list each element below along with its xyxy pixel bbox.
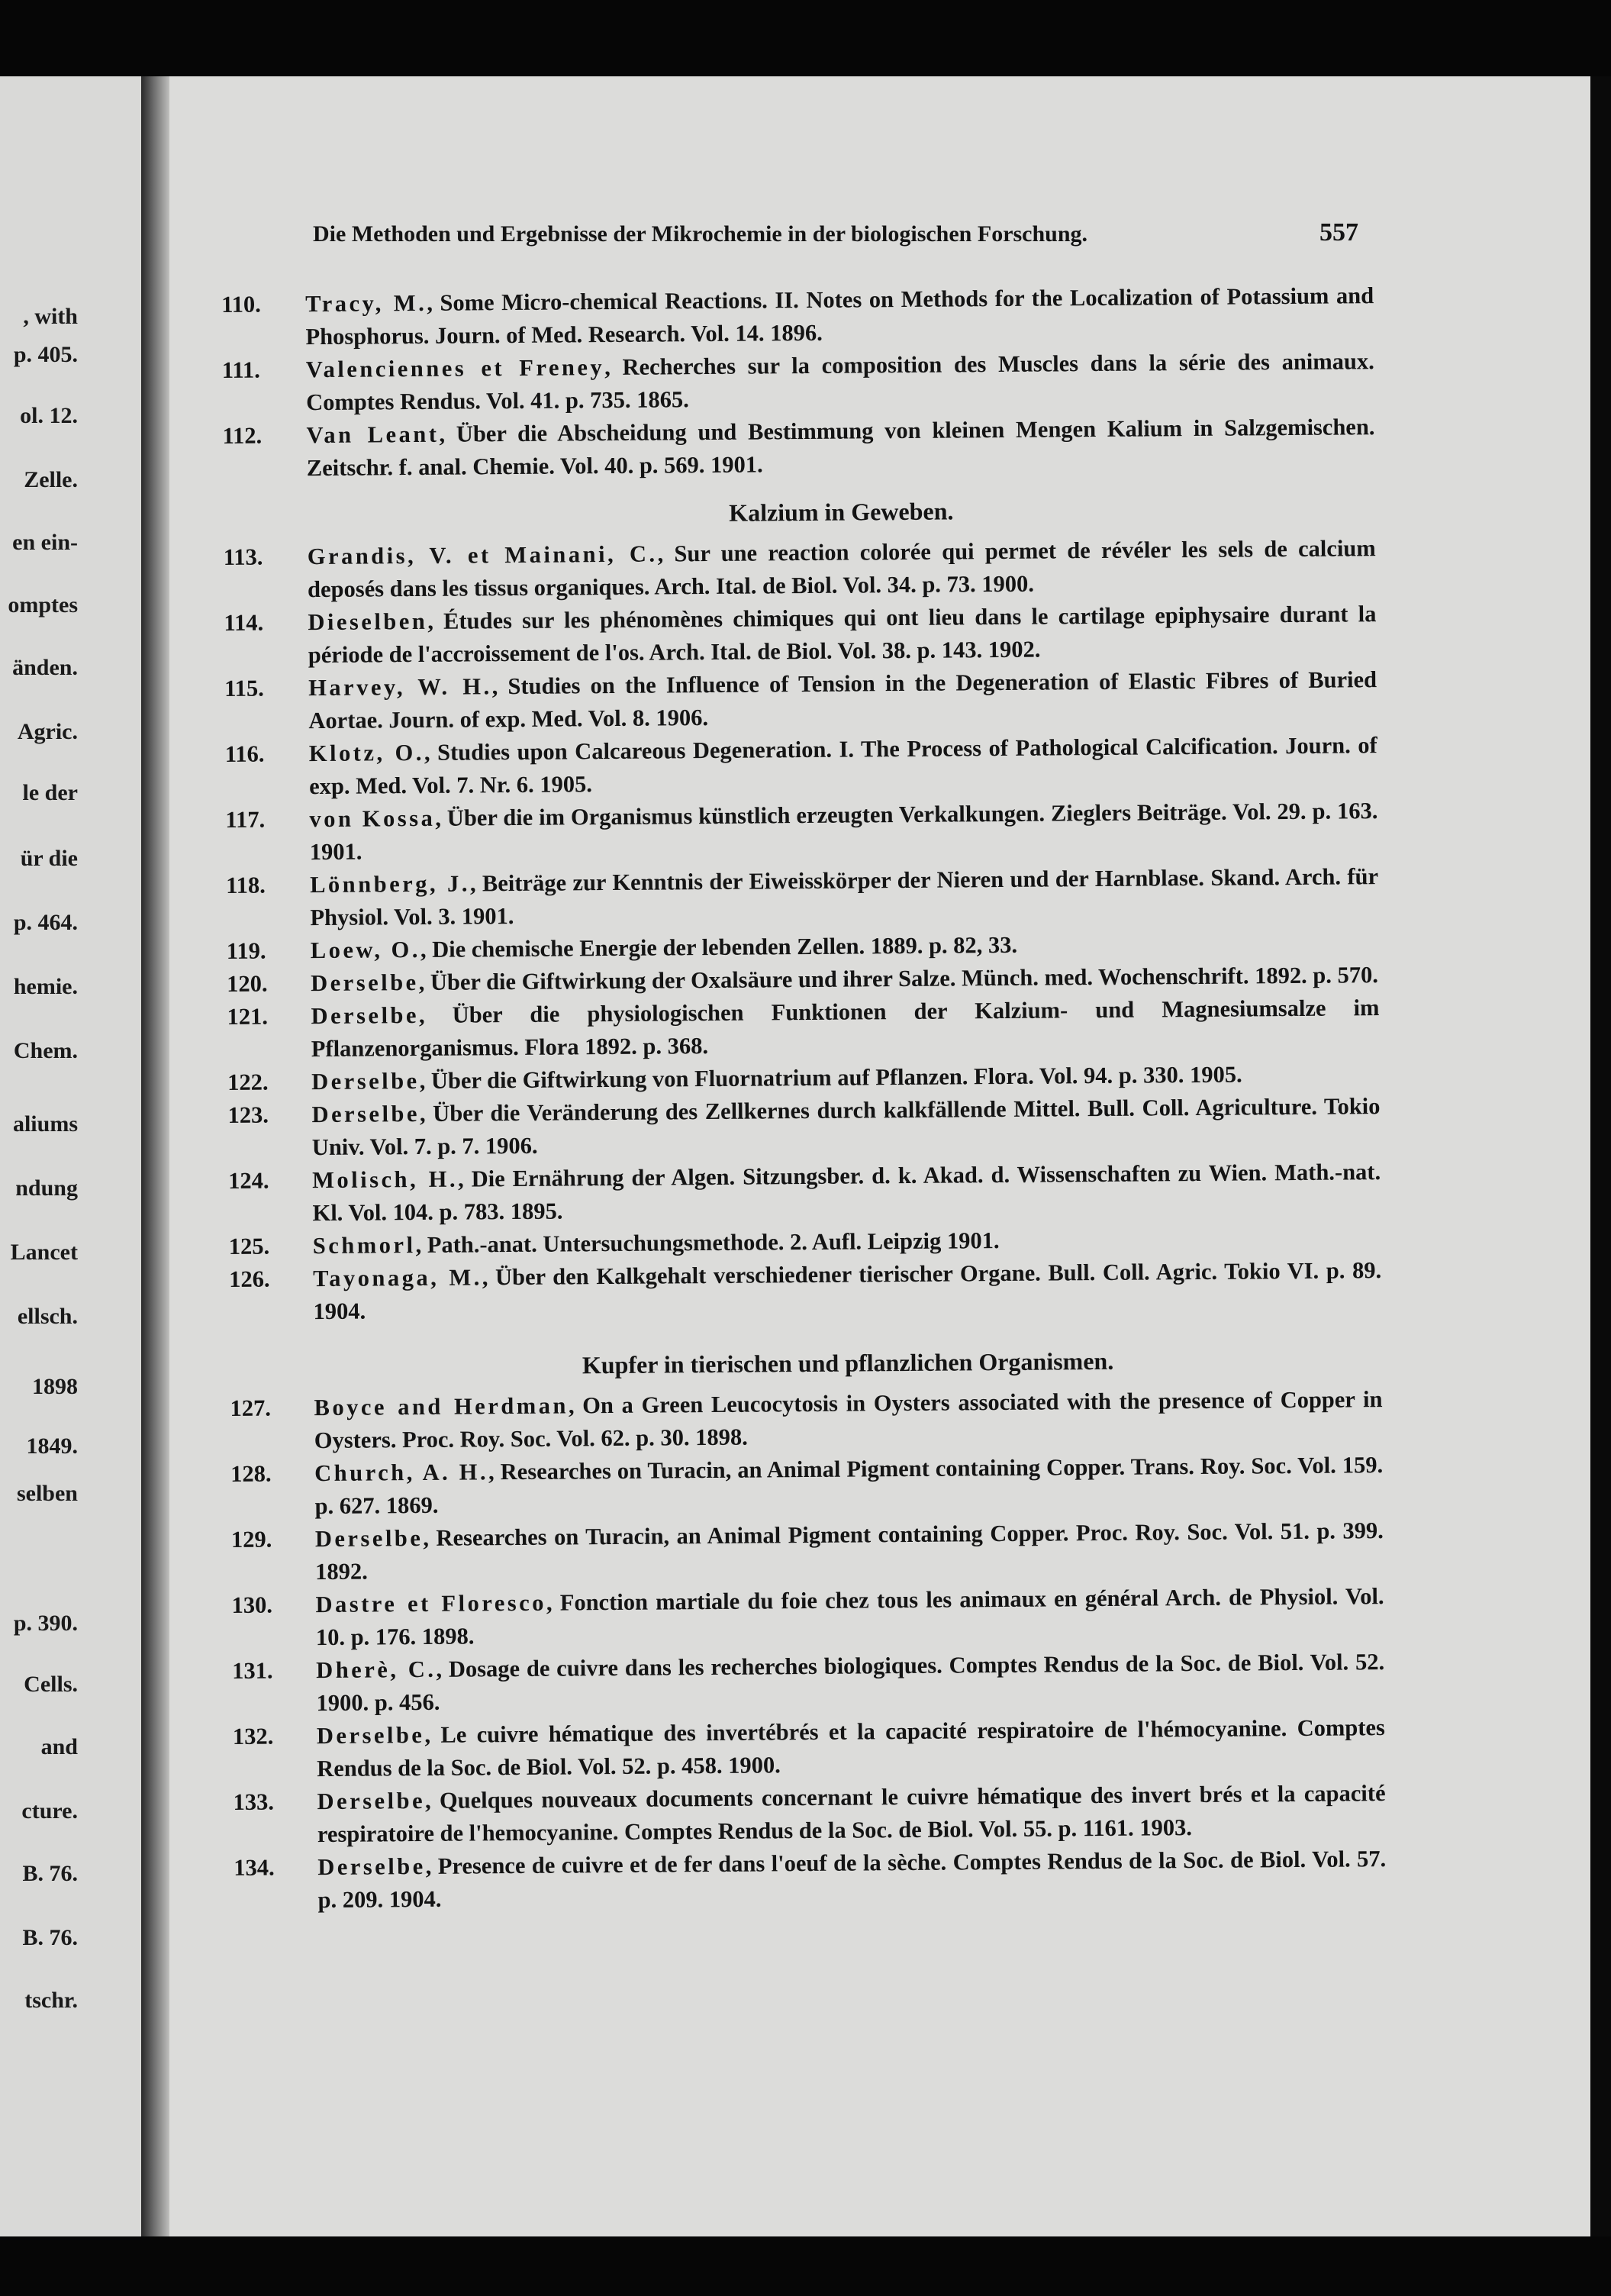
left-page-fragment: selben: [16, 1481, 78, 1506]
scan-background-right: [1590, 76, 1611, 2236]
reference-number: 114.: [224, 609, 264, 636]
reference-number: 118.: [226, 872, 266, 898]
left-page-fragment: Agric.: [17, 719, 78, 744]
reference-entry: [222, 411, 1375, 485]
reference-text: [317, 1843, 1387, 1917]
reference-text: [316, 1646, 1385, 1720]
reference-text: [310, 860, 1379, 934]
left-page-fragment: omptes: [8, 592, 78, 618]
reference-entry: [234, 1843, 1387, 1917]
reference-number: 132.: [232, 1723, 274, 1749]
reference-number: 121.: [227, 1003, 268, 1030]
reference-citation: , Études sur les phénomènes chimiques qui ont lieu dans le cartilage epiphysaire durant la période de l'accroissement de l'os. Arch. Ital. de Biol. Vol. 38. p. 143. 1902.: [308, 601, 1377, 669]
reference-author: Boyce and Herdman: [314, 1392, 569, 1421]
reference-text: [311, 1090, 1381, 1164]
reference-number: 111.: [221, 356, 260, 383]
left-page-fragment: cture.: [21, 1798, 78, 1824]
reference-text: [312, 1156, 1381, 1230]
reference-citation: , Über die Giftwirkung von Fluornatrium auf Pflanzen. Flora. Vol. 94. p. 330. 1905.: [419, 1061, 1242, 1094]
left-page-fragment: p. 390.: [13, 1611, 78, 1636]
reference-author: Derselbe: [314, 1524, 424, 1553]
reference-entry: [233, 1711, 1386, 1786]
reference-number: 119.: [226, 937, 266, 964]
reference-text: [313, 1254, 1382, 1328]
reference-citation: , Beiträge zur Kenntnis der Eiweisskörper der Nieren und der Harnblase. Skand. Arch. für Physiol. Vol. 3. 1901.: [310, 863, 1379, 931]
reference-number: 130.: [231, 1591, 273, 1618]
running-title: Die Methoden und Ergebnisse der Mikrochemie in der biologischen Forschung.: [313, 221, 1088, 247]
reference-author: Church, A. H.: [314, 1459, 489, 1487]
reference-entry: [233, 1777, 1386, 1852]
reference-entry: [227, 1090, 1381, 1165]
reference-author: von Kossa: [309, 805, 436, 833]
reference-number: 124.: [228, 1167, 269, 1194]
left-page-fragment: le der: [22, 780, 78, 805]
reference-list: [224, 532, 1382, 1329]
left-facing-page: [0, 76, 145, 2236]
reference-entry: [224, 532, 1377, 607]
reference-author: Dastre et Floresco: [315, 1589, 547, 1618]
reference-citation: , Über den Kalkgehalt verschiedener tierischer Organe. Bull. Coll. Agric. Tokio VI. p. 89. 1904.: [313, 1257, 1382, 1325]
reference-number: 113.: [223, 543, 263, 570]
reference-citation: , Die chemische Energie der lebenden Zellen. 1889. p. 82, 33.: [420, 931, 1018, 963]
reference-citation: , Sur une reaction colorée qui permet de révéler les sels de calcium deposés dans les tissus organiques. Arch. Ital. de Biol. Vol. 34. p. 73. 1900.: [307, 535, 1376, 603]
reference-text: [306, 345, 1375, 419]
scan-background-bottom: [0, 2236, 1611, 2296]
reference-citation: , Dosage de cuivre dans les recherches biologiques. Comptes Rendus de la Soc. de Biol. Vol. 52. 1900. p. 456.: [316, 1649, 1385, 1717]
left-page-fragment: and: [40, 1734, 78, 1759]
reference-author: Derselbe: [311, 1100, 420, 1128]
reference-citation: , Le cuivre hématique des invertébrés et la capacité respiratoire de l'hémocyanine. Comptes Rendus de la Soc. de Biol. Vol. 52. p. 458. 1900.: [317, 1714, 1385, 1782]
left-page-fragment: B. 76.: [22, 1861, 78, 1886]
reference-number: 133.: [233, 1788, 275, 1815]
reference-citation: , On a Green Leucocytosis in Oysters associated with the presence of Copper in Oysters. Proc. Roy. Soc. Vol. 62. p. 30. 1898.: [314, 1386, 1383, 1454]
reference-entry: [231, 1580, 1384, 1655]
reference-number: 126.: [229, 1266, 270, 1292]
reference-citation: , Presence de cuivre et de fer dans l'oeuf de la sèche. Comptes Rendus de la Soc. de Biol. Vol. 57. p. 209. 1904.: [317, 1846, 1387, 1914]
left-page-fragment: hemie.: [13, 974, 78, 999]
reference-text: [309, 729, 1378, 803]
reference-author: Derselbe: [317, 1787, 426, 1815]
left-page-fragment: Cells.: [24, 1672, 78, 1697]
reference-text: [317, 1777, 1386, 1851]
reference-text: [309, 795, 1378, 869]
reference-citation: , Some Micro-chemical Reactions. II. Notes on Methods for the Localization of Potassium and Phosphorus. Journ. of Med. Research. Vol. 14. 1896.: [305, 282, 1374, 350]
reference-author: Tracy, M.: [305, 289, 427, 318]
reference-author: Valenciennes et Freney: [305, 354, 605, 383]
reference-citation: , Quelques nouveaux documents concernant le cuivre hématique des invert brés et la capacité respiratoire de l'hemocyanine. Comptes Rendus de la Soc. de Biol. Vol. 55. p. 1161. 1903.: [317, 1780, 1386, 1848]
reference-citation: , Über die Abscheidung und Bestimmung von kleinen Mengen Kalium in Salzgemischen. Zeitschr. f. anal. Chemie. Vol. 40. p. 569. 1901.: [306, 414, 1375, 482]
reference-number: 117.: [225, 806, 266, 833]
reference-text: [314, 1383, 1383, 1457]
reference-author: Derselbe: [311, 1067, 420, 1095]
reference-entry: [231, 1514, 1384, 1589]
reference-entry: [230, 1383, 1383, 1458]
reference-text: [311, 992, 1380, 1066]
reference-text: [315, 1580, 1384, 1654]
reference-number: 122.: [227, 1069, 269, 1095]
reference-citation: , Fonction martiale du foie chez tous les animaux en général Arch. de Physiol. Vol. 10. p. 176. 1898.: [315, 1583, 1384, 1651]
reference-entry: [232, 1646, 1385, 1720]
section-heading: Kupfer in tierischen und pflanzlichen Organismen.: [582, 1346, 1114, 1379]
reference-entry: [221, 279, 1374, 354]
reference-number: 127.: [230, 1395, 272, 1421]
reference-list: [221, 279, 1375, 485]
reference-text: [308, 663, 1377, 737]
left-page-fragment: ndung: [15, 1175, 78, 1201]
reference-entry: [224, 663, 1377, 738]
reference-author: Grandis, V. et Mainani, C.: [307, 540, 658, 570]
left-page-fragment: änden.: [12, 655, 78, 680]
reference-citation: , Recherches sur la composition des Muscles dans la série des animaux. Comptes Rendus. Vol. 41. p. 735. 1865.: [306, 348, 1374, 416]
reference-author: Derselbe: [311, 969, 419, 997]
reference-entry: [230, 1449, 1384, 1524]
left-page-fragment: Zelle.: [24, 467, 78, 492]
reference-entry: [225, 795, 1378, 869]
reference-number: 131.: [232, 1657, 273, 1684]
reference-citation: , Über die Giftwirkung der Oxalsäure und ihrer Salze. Münch. med. Wochenschrift. 1892. p. 570.: [418, 962, 1379, 995]
left-page-fragment: Chem.: [13, 1038, 78, 1063]
reference-citation: , Die Ernährung der Algen. Sitzungsber. d. k. Akad. d. Wissenschaften zu Wien. Math.-nat. Kl. Vol. 104. p. 783. 1895.: [312, 1159, 1381, 1227]
left-page-fragment: 1849.: [26, 1433, 78, 1459]
reference-text: [314, 1449, 1384, 1523]
reference-entry: [225, 729, 1378, 804]
reference-entry: [229, 1254, 1382, 1329]
reference-citation: , Über die im Organismus künstlich erzeugten Verkalkungen. Zieglers Beiträge. Vol. 29. p. 163. 1901.: [309, 798, 1378, 866]
reference-number: 125.: [228, 1233, 270, 1259]
reference-text: [306, 411, 1375, 485]
reference-text: [308, 532, 1377, 606]
left-page-fragment: tschr.: [24, 1988, 78, 2013]
reference-entry: [228, 1156, 1381, 1230]
reference-entry: [222, 345, 1375, 420]
left-page-fragment: ür die: [20, 846, 78, 871]
reference-author: Klotz, O.: [308, 739, 425, 767]
section-heading: Kalzium in Geweben.: [729, 497, 954, 527]
reference-author: Dieselben: [308, 608, 428, 636]
left-page-fragment: ol. 12.: [20, 403, 78, 428]
reference-text: [317, 1711, 1386, 1785]
left-page-fragment: p. 405.: [13, 342, 78, 367]
reference-number: 129.: [230, 1526, 272, 1553]
scan-background-top: [0, 0, 1611, 76]
reference-entry: [224, 598, 1377, 672]
reference-citation: , Über die Veränderung des Zellkernes durch kalkfällende Mittel. Bull. Coll. Agriculture. Tokio Univ. Vol. 7. p. 7. 1906.: [311, 1093, 1381, 1161]
reference-number: 112.: [222, 422, 263, 449]
reference-number: 123.: [227, 1101, 269, 1128]
left-page-fragment: ellsch.: [17, 1304, 78, 1329]
reference-author: Derselbe: [311, 1001, 420, 1030]
reference-author: Molisch, H.: [312, 1166, 459, 1194]
reference-citation: , Studies on the Influence of Tension in the Degeneration of Elastic Fibres of Buried Aortae. Journ. of exp. Med. Vol. 8. 1906.: [308, 666, 1377, 734]
left-page-fragment: aliums: [12, 1111, 78, 1137]
reference-number: 110.: [221, 291, 261, 318]
reference-text: [308, 598, 1377, 672]
reference-citation: , Researches on Turacin, an Animal Pigment containing Copper. Proc. Roy. Soc. Vol. 51. p. 399. 1892.: [315, 1517, 1384, 1585]
reference-citation: , Researches on Turacin, an Animal Pigment containing Copper. Trans. Roy. Soc. Vol. 159. p. 627. 1869.: [314, 1452, 1384, 1520]
left-page-fragment: en ein-: [12, 530, 78, 555]
left-page-fragment: Lancet: [10, 1240, 78, 1265]
reference-entry: [226, 860, 1379, 935]
left-page-fragment: B. 76.: [22, 1925, 78, 1950]
reference-text: [315, 1514, 1384, 1588]
reference-list: [230, 1383, 1386, 1917]
reference-citation: , Path.-anat. Untersuchungsmethode. 2. Aufl. Leipzig 1901.: [415, 1227, 1000, 1259]
reference-author: Loew, O.: [310, 936, 421, 964]
reference-citation: , Über die physiologischen Funktionen der Kalzium- und Magnesiumsalze im Pflanzenorganismus. Flora 1892. p. 368.: [311, 995, 1380, 1063]
reference-author: Lönnberg, J.: [310, 870, 471, 898]
reference-author: Derselbe: [316, 1721, 425, 1749]
reference-text: [305, 279, 1374, 353]
reference-number: 128.: [230, 1460, 272, 1487]
reference-number: 134.: [234, 1854, 275, 1881]
reference-author: Schmorl: [312, 1232, 416, 1259]
left-page-fragment: 1898: [32, 1374, 78, 1399]
page-number: 557: [1319, 218, 1358, 247]
reference-author: Tayonaga, M.: [313, 1264, 482, 1292]
reference-citation: , Studies upon Calcareous Degeneration. I. The Process of Pathological Calcification. Journ. of exp. Med. Vol. 7. Nr. 6. 1905.: [308, 732, 1377, 800]
left-page-fragment: , with: [23, 304, 78, 329]
binding-gutter: [141, 76, 173, 2236]
reference-author: Harvey, W. H.: [308, 673, 492, 701]
reference-number: 116.: [224, 740, 265, 767]
reference-entry: [227, 992, 1380, 1066]
reference-number: 120.: [227, 970, 268, 997]
reference-number: 115.: [224, 675, 264, 701]
reference-author: Derselbe: [317, 1853, 426, 1881]
reference-author: Dherè, C.: [316, 1656, 437, 1684]
bibliography-content: [221, 279, 1387, 1917]
left-page-fragment: p. 464.: [13, 910, 78, 935]
reference-author: Van Leant: [306, 421, 440, 449]
